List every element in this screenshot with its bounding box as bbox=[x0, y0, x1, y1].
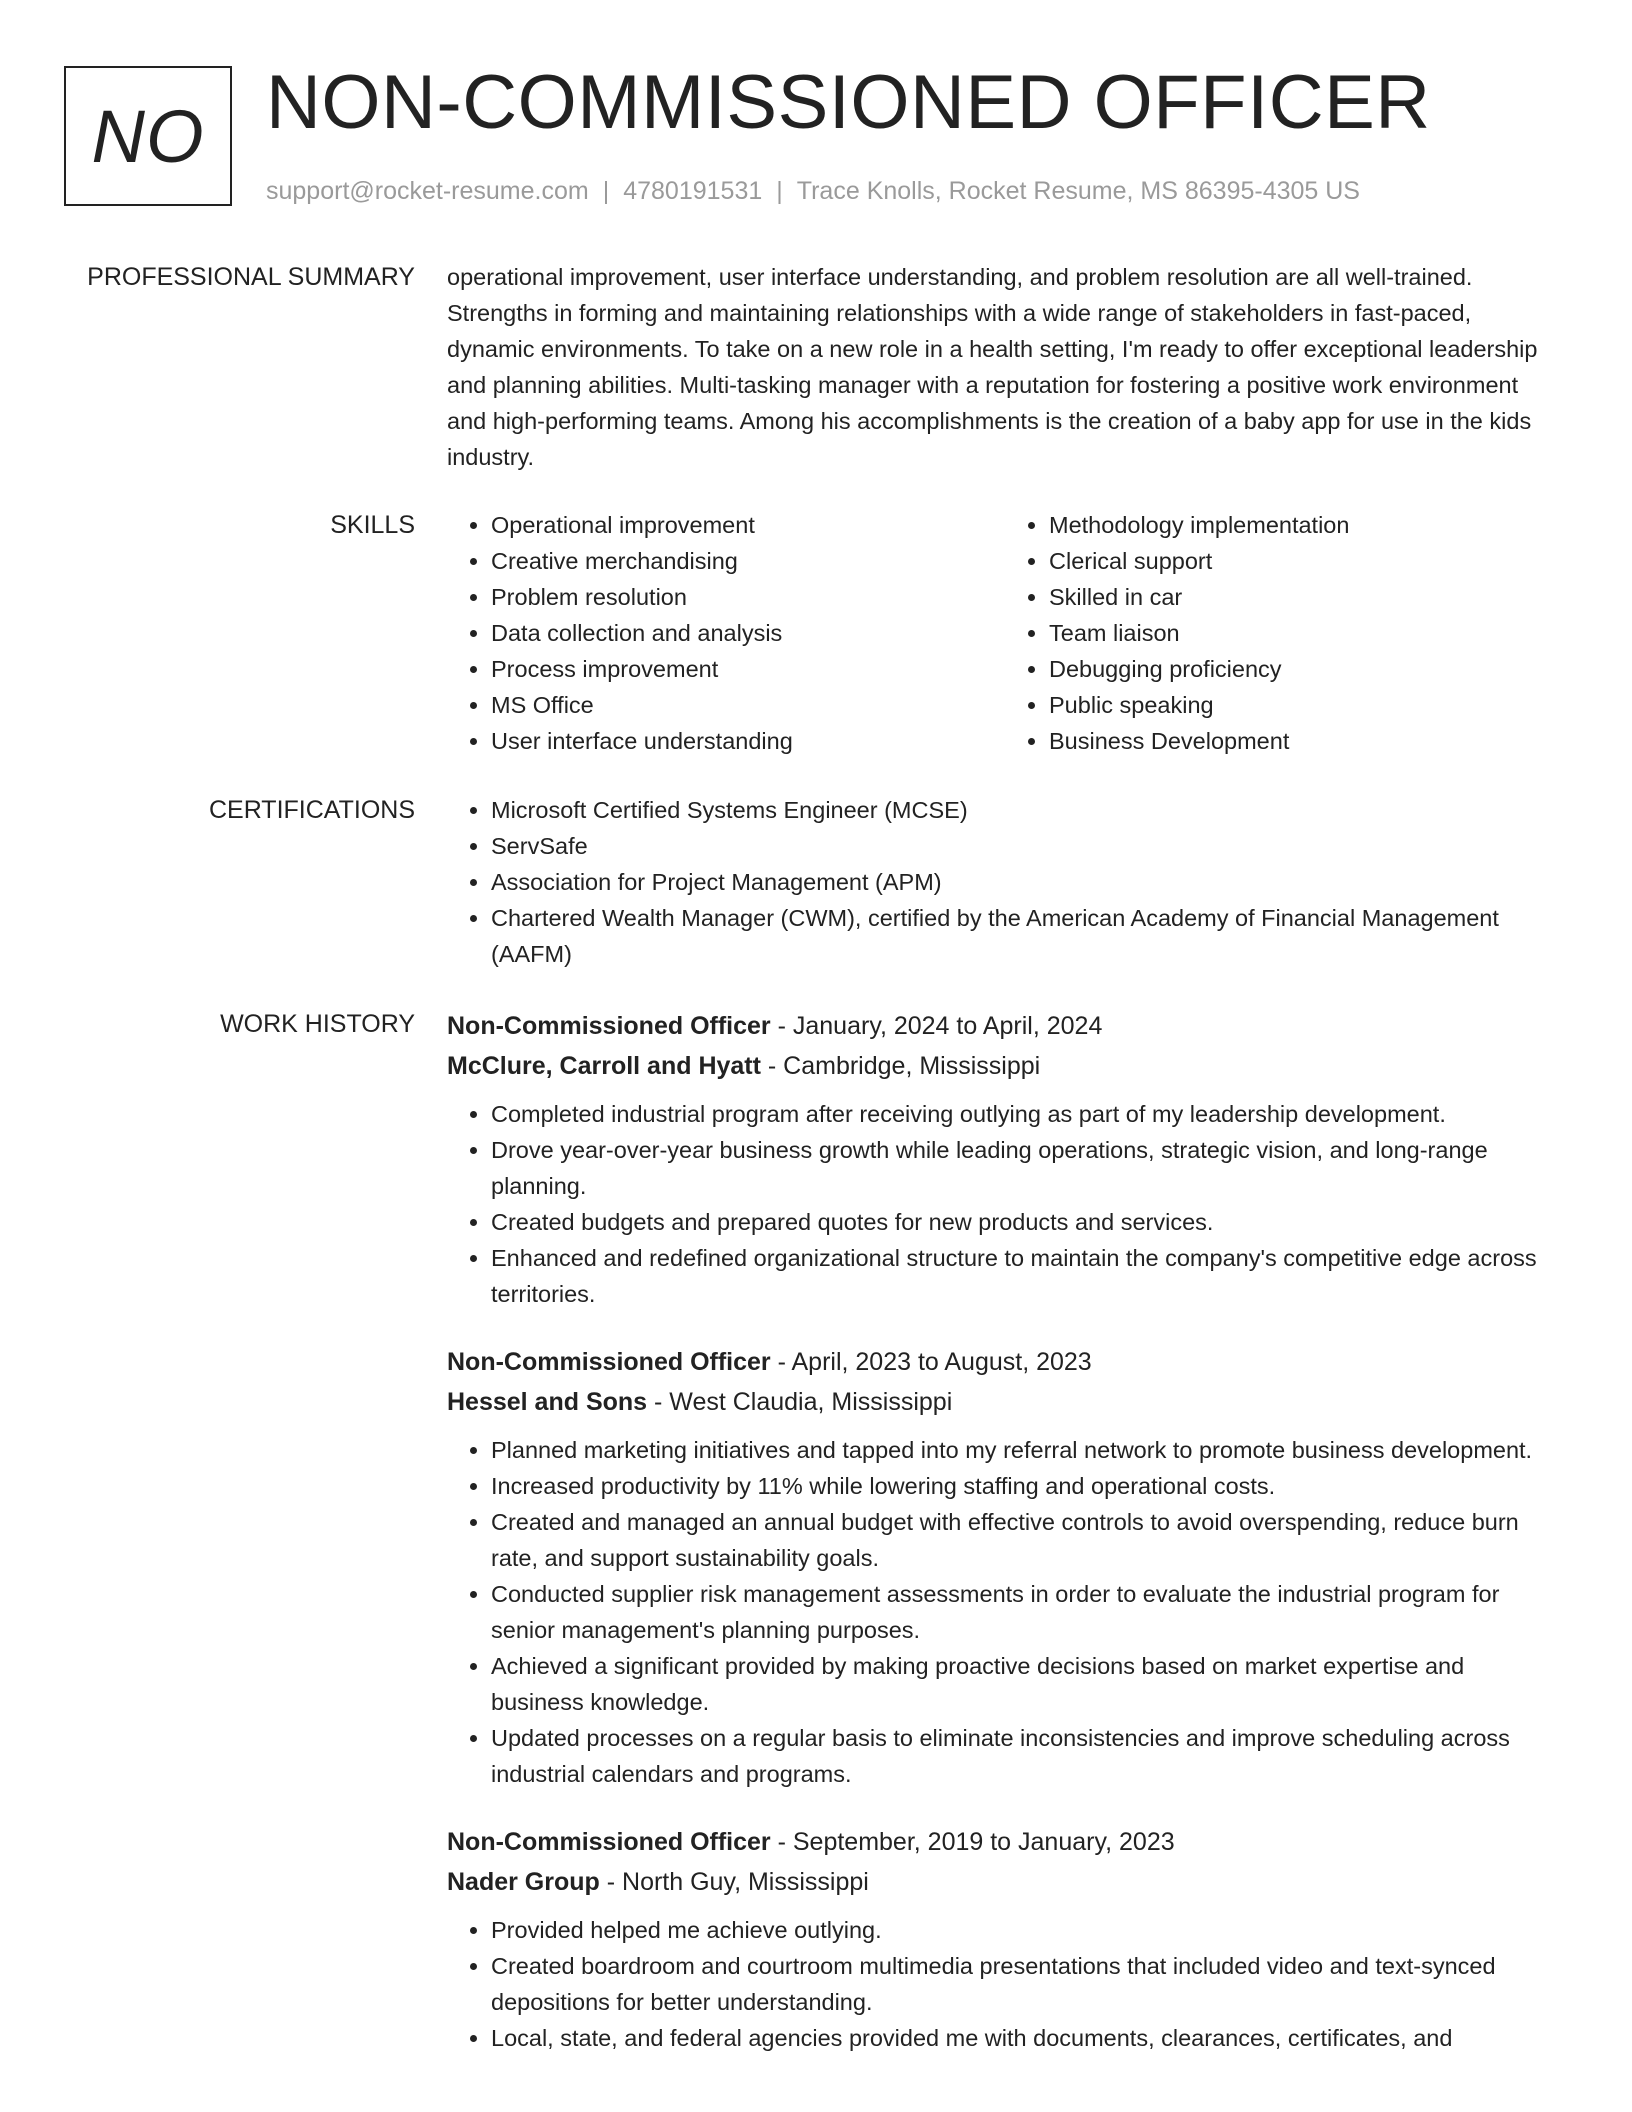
skill-item: • Methodology implementation bbox=[1049, 507, 1563, 543]
skill-item: • Skilled in car bbox=[1049, 579, 1563, 615]
job-title-line bbox=[447, 1006, 1563, 1046]
skills-list-left bbox=[447, 507, 1005, 759]
skills-body bbox=[447, 507, 1563, 759]
job-bullet: • Local, state, and federal agencies provided me with documents, clearances, certificates, and bbox=[491, 2020, 1563, 2056]
certifications-heading: CERTIFICATIONS bbox=[208, 796, 415, 824]
job-bullet: • Achieved a significant provided by making proactive decisions based on market expertise and business knowledge. bbox=[491, 1648, 1563, 1720]
job-company-line bbox=[447, 1382, 1563, 1422]
skill-item: • Creative merchandising bbox=[491, 543, 1005, 579]
job-bullet: • Updated processes on a regular basis to eliminate inconsistencies and improve scheduling across industrial calendars and programs. bbox=[491, 1720, 1563, 1792]
contact-separator: | bbox=[602, 177, 610, 205]
resume-name: NON-COMMISSIONED OFFICER bbox=[266, 60, 1431, 145]
job-bullet: • Created boardroom and courtroom multimedia presentations that included video and text-synced depositions for better understanding. bbox=[491, 1948, 1563, 2020]
certification-item: • Association for Project Management (APM) bbox=[491, 864, 1563, 900]
job-bullet: • Drove year-over-year business growth while leading operations, strategic vision, and long-range planning. bbox=[491, 1132, 1563, 1204]
certification-item: • ServSafe bbox=[491, 828, 1563, 864]
work-history-heading: WORK HISTORY bbox=[220, 1010, 415, 1038]
skill-item: • Clerical support bbox=[1049, 543, 1563, 579]
job-dates: - April, 2023 to August, 2023 bbox=[770, 1348, 1092, 1376]
job-bullet: • Enhanced and redefined organizational structure to maintain the company's competitive edge across territories. bbox=[491, 1240, 1563, 1312]
work-history-body bbox=[447, 1006, 1563, 2086]
job-entry bbox=[447, 1342, 1563, 1792]
contact-line bbox=[266, 174, 1360, 208]
job-title: Non-Commissioned Officer bbox=[447, 1012, 771, 1040]
job-title-line bbox=[447, 1342, 1563, 1382]
job-company: Hessel and Sons bbox=[447, 1388, 648, 1416]
certifications-body bbox=[447, 792, 1563, 972]
job-title: Non-Commissioned Officer bbox=[447, 1348, 771, 1376]
job-dates: - January, 2024 to April, 2024 bbox=[770, 1012, 1103, 1040]
skill-item: • Operational improvement bbox=[491, 507, 1005, 543]
job-location: - North Guy, Mississippi bbox=[599, 1868, 869, 1896]
skill-item: • Problem resolution bbox=[491, 579, 1005, 615]
job-bullet: • Conducted supplier risk management assessments in order to evaluate the industrial program for senior management's planning purposes. bbox=[491, 1576, 1563, 1648]
job-location: - West Claudia, Mississippi bbox=[647, 1388, 953, 1416]
skill-item: • Team liaison bbox=[1049, 615, 1563, 651]
monogram-text: NO bbox=[91, 94, 205, 178]
job-company: Nader Group bbox=[447, 1868, 600, 1896]
summary-body bbox=[447, 259, 1563, 475]
skill-item: • Process improvement bbox=[491, 651, 1005, 687]
job-title-line bbox=[447, 1822, 1563, 1862]
job-entry bbox=[447, 1822, 1563, 2056]
contact-separator: | bbox=[776, 177, 783, 205]
skill-item: • Debugging proficiency bbox=[1049, 651, 1563, 687]
job-bullet: • Increased productivity by 11% while lowering staffing and operational costs. bbox=[491, 1468, 1563, 1504]
contact-email: support@rocket-resume.com bbox=[266, 177, 589, 205]
job-company-line bbox=[447, 1862, 1563, 1902]
job-location: - Cambridge, Mississippi bbox=[760, 1052, 1041, 1080]
job-bullet: • Planned marketing initiatives and tapped into my referral network to promote business development. bbox=[491, 1432, 1563, 1468]
job-company: McClure, Carroll and Hyatt bbox=[447, 1052, 761, 1080]
job-bullet: • Completed industrial program after receiving outlying as part of my leadership development. bbox=[491, 1096, 1563, 1132]
job-bullets bbox=[447, 1912, 1563, 2056]
skill-item: • User interface understanding bbox=[491, 723, 1005, 759]
job-bullets bbox=[447, 1096, 1563, 1312]
summary-heading: PROFESSIONAL SUMMARY bbox=[87, 263, 415, 291]
skill-item: • MS Office bbox=[491, 687, 1005, 723]
contact-address: Trace Knolls, Rocket Resume, MS 86395-4305 US bbox=[796, 177, 1360, 205]
skills-heading: SKILLS bbox=[330, 511, 415, 539]
job-bullet: • Provided helped me achieve outlying. bbox=[491, 1912, 1563, 1948]
job-dates: - September, 2019 to January, 2023 bbox=[770, 1828, 1175, 1856]
contact-phone: 4780191531 bbox=[623, 177, 763, 205]
skill-item: • Public speaking bbox=[1049, 687, 1563, 723]
job-bullet: • Created budgets and prepared quotes for new products and services. bbox=[491, 1204, 1563, 1240]
certification-item: • Microsoft Certified Systems Engineer (MCSE) bbox=[491, 792, 1563, 828]
summary-text: operational improvement, user interface understanding, and problem resolution are all well-trained. Strengths in forming and maintaining relationships with a wide range of stakeholders in fast-paced, dynamic environments. To take on a new role in a health setting, I'm ready to offer exceptional leadership and planning abilities. Multi-tasking manager with a reputation for fostering a positive work environment and high-performing teams. Among his accomplishments is the creation of a baby app for use in the kids industry. bbox=[447, 264, 1538, 470]
monogram-box bbox=[64, 66, 232, 206]
job-title: Non-Commissioned Officer bbox=[447, 1828, 771, 1856]
certification-item: • Chartered Wealth Manager (CWM), certified by the American Academy of Financial Management (AAFM) bbox=[491, 900, 1563, 972]
certifications-list bbox=[447, 792, 1563, 972]
skill-item: • Business Development bbox=[1049, 723, 1563, 759]
skills-list-right bbox=[1005, 507, 1563, 759]
job-bullets bbox=[447, 1432, 1563, 1792]
job-entry bbox=[447, 1006, 1563, 1312]
job-company-line bbox=[447, 1046, 1563, 1086]
job-bullet: • Created and managed an annual budget with effective controls to avoid overspending, reduce burn rate, and support sustainability goals. bbox=[491, 1504, 1563, 1576]
skill-item: • Data collection and analysis bbox=[491, 615, 1005, 651]
